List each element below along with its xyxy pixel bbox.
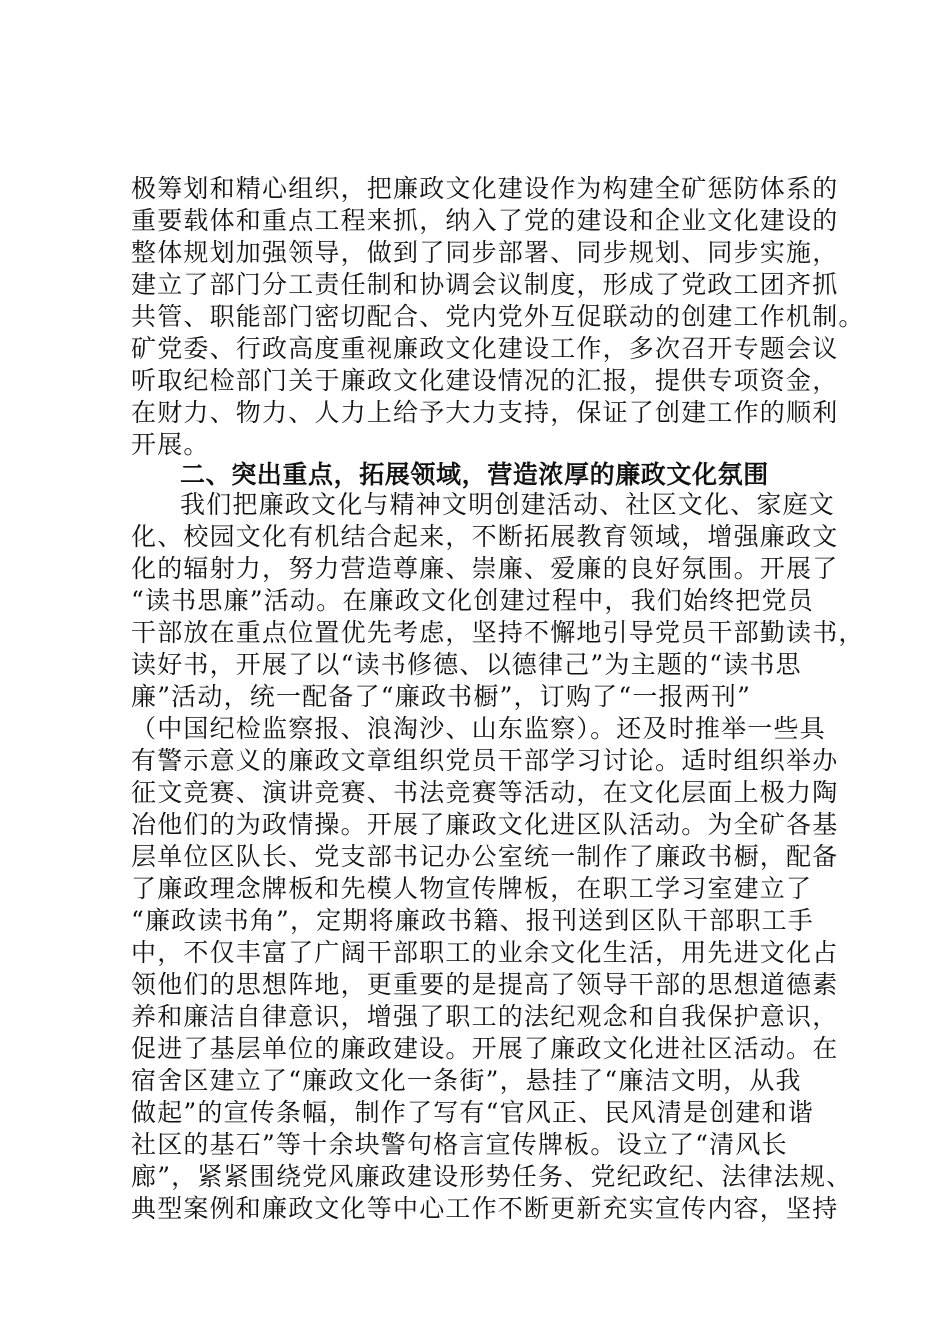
text-line: 极筹划和精心组织，把廉政文化建设作为构建全矿惩防体系的 — [131, 174, 839, 203]
text-line: 开展。 — [131, 430, 210, 459]
text-line: 领他们的思想阵地，更重要的是提高了领导干部的思想道德素 — [131, 970, 839, 999]
text-line: “读书思廉”活动。在廉政文化创建过程中，我们始终把党员 — [131, 586, 814, 615]
text-line: 做起”的宣传条幅，制作了写有“官风正、民风清是创建和谐 — [131, 1098, 814, 1127]
text-line: 社区的基石”等十余块警句格言宣传牌板。设立了“清风长 — [131, 1130, 788, 1159]
text-line: 在财力、物力、人力上给予大力支持，保证了创建工作的顺利 — [131, 398, 839, 427]
text-line: 冶他们的为政情操。开展了廉政文化进区队活动。为全矿各基 — [131, 810, 839, 839]
text-line: “廉政读书角”，定期将廉政书籍、报刊送到区队干部职工手 — [131, 906, 814, 935]
text-line: 层单位区队长、党支部书记办公室统一制作了廉政书橱，配备 — [131, 842, 839, 871]
text-line: 廊”，紧紧围绕党风廉政建设形势任务、党纪政纪、法律法规、 — [131, 1162, 853, 1191]
text-line: 建立了部门分工责任制和协调会议制度，形成了党政工团齐抓 — [131, 270, 839, 299]
text-line: 读好书，开展了以“读书修德、以德律己”为主题的“读书思 — [131, 650, 802, 679]
text-line: 廉”活动，统一配备了“廉政书橱”，订购了“一报两刊” — [131, 682, 752, 711]
text-line: 矿党委、行政高度重视廉政文化建设工作，多次召开专题会议 — [131, 334, 839, 363]
text-line: 促进了基层单位的廉政建设。开展了廉政文化进社区活动。在 — [131, 1034, 839, 1063]
text-line: 典型案例和廉政文化等中心工作不断更新充实宣传内容，坚持 — [131, 1194, 839, 1223]
text-line: 干部放在重点位置优先考虑，坚持不懈地引导党员干部勤读书， — [131, 618, 865, 647]
text-line: 宿舍区建立了“廉政文化一条街”，悬挂了“廉洁文明，从我 — [131, 1066, 802, 1095]
text-line: 养和廉洁自律意识，增强了职工的法纪观念和自我保护意识， — [131, 1002, 839, 1031]
text-line: 化的辐射力，努力营造尊廉、崇廉、爱廉的良好氛围。开展了 — [131, 554, 839, 583]
text-line: 我们把廉政文化与精神文明创建活动、社区文化、家庭文 — [180, 490, 836, 519]
text-line: 化、校园文化有机结合起来，不断拓展教育领域，增强廉政文 — [131, 522, 839, 551]
text-line: 中，不仅丰富了广阔干部职工的业余文化生活，用先进文化占 — [131, 938, 839, 967]
text-line: 共管、职能部门密切配合、党内党外互促联动的创建工作机制。 — [131, 302, 865, 331]
section-heading: 二、突出重点，拓展领域，营造浓厚的廉政文化氛围 — [180, 460, 769, 489]
text-line: 听取纪检部门关于廉政文化建设情况的汇报，提供专项资金， — [131, 366, 839, 395]
text-line: 整体规划加强领导，做到了同步部署、同步规划、同步实施， — [131, 238, 839, 267]
text-line: 有警示意义的廉政文章组织党员干部学习讨论。适时组织举办 — [131, 746, 839, 775]
text-line: 了廉政理念牌板和先模人物宣传牌板，在职工学习室建立了 — [131, 874, 813, 903]
text-line: 征文竞赛、演讲竞赛、书法竞赛等活动，在文化层面上极力陶 — [131, 778, 839, 807]
text-line: （中国纪检监察报、浪淘沙、山东监察）。还及时推举一些具 — [131, 714, 826, 743]
text-line: 重要载体和重点工程来抓，纳入了党的建设和企业文化建设的 — [131, 206, 839, 235]
